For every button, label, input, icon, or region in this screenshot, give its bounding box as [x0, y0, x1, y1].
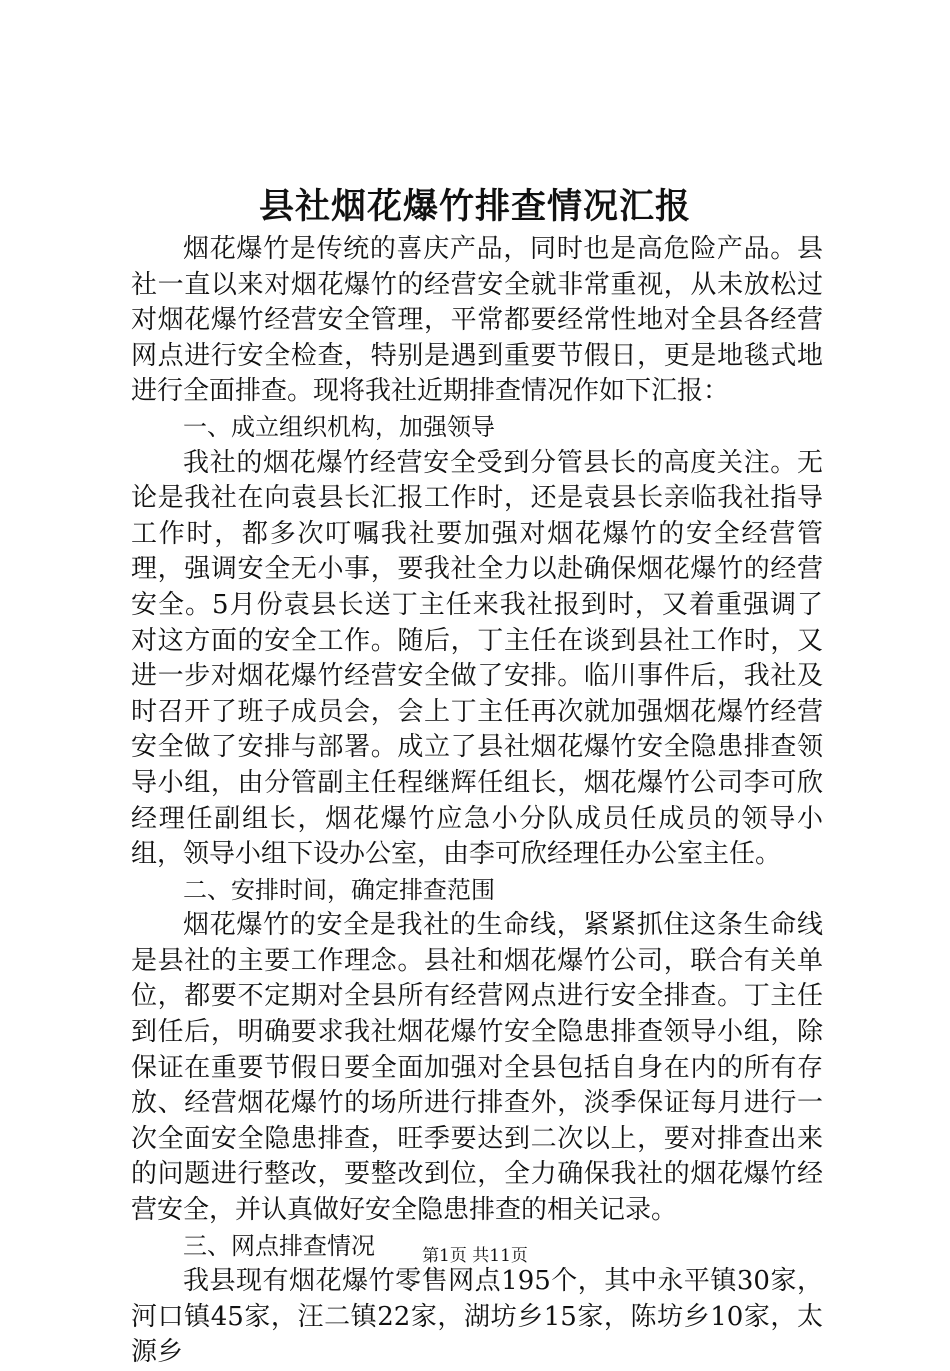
section-heading-2: 二、安排时间，确定排查范围 [183, 875, 495, 904]
document-title: 县社烟花爆竹排查情况汇报 [258, 186, 691, 227]
paragraph-intro: 烟花爆竹是传统的喜庆产品，同时也是高危险产品。县社一直以来对烟花爆竹的经营安全就非常重视，从未放松过对烟花爆竹经营安全管理，平常都要经常性地对全县各经营网点进行安全检查，特别是遇到重要节假日，更是地毯式地进行全面排查。现将我社近期排查情况作如下汇报： [131, 234, 823, 407]
paragraph-section-2: 烟花爆竹的安全是我社的生命线，紧紧抓住这条生命线是县社的主要工作理念。县社和烟花爆竹公司，联合有关单位，都要不定期对全县所有经营网点进行安全排查。丁主任到任后，明确要求我社烟花爆竹安全隐患排查领导小组，除保证在重要节假日要全面加强对全县包括自身在内的所有存放、经营烟花爆竹的场所进行排查外，淡季保证每月进行一次全面安全隐患排查，旺季要达到二次以上，要对排查出来的问题进行整改，要整改到位，全力确保我社的烟花爆竹经营安全，并认真做好安全隐患排查的相关记录。 [131, 910, 823, 1226]
document-body [131, 232, 823, 1371]
page-footer: 第1页 共11页 [422, 1246, 528, 1266]
section-heading-1: 一、成立组织机构，加强领导 [183, 412, 495, 441]
paragraph-section-1: 我社的烟花爆竹经营安全受到分管县长的高度关注。无论是我社在向袁县长汇报工作时，还是袁县长亲临我社指导工作时，都多次叮嘱我社要加强对烟花爆竹的安全经营管理，强调安全无小事，要我社全力以赴确保烟花爆竹的经营安全。5月份袁县长送丁主任来我社报到时，又着重强调了对这方面的安全工作。随后，丁主任在谈到县社工作时，又进一步对烟花爆竹经营安全做了安排。临川事件后，我社及时召开了班子成员会，会上丁主任再次就加强烟花爆竹经营安全做了安排与部署。成立了县社烟花爆竹安全隐患排查领导小组，由分管副主任程继辉任组长，烟花爆竹公司李可欣经理任副组长，烟花爆竹应急小分队成员任成员的领导小组，领导小组下设办公室，由李可欣经理任办公室主任。 [131, 447, 823, 870]
section-heading-3: 三、网点排查情况 [183, 1231, 375, 1260]
paragraph-section-3: 我县现有烟花爆竹零售网点195个，其中永平镇30家，河口镇45家，汪二镇22家，湖坊乡15家，陈坊乡10家，太源乡 [131, 1266, 823, 1368]
